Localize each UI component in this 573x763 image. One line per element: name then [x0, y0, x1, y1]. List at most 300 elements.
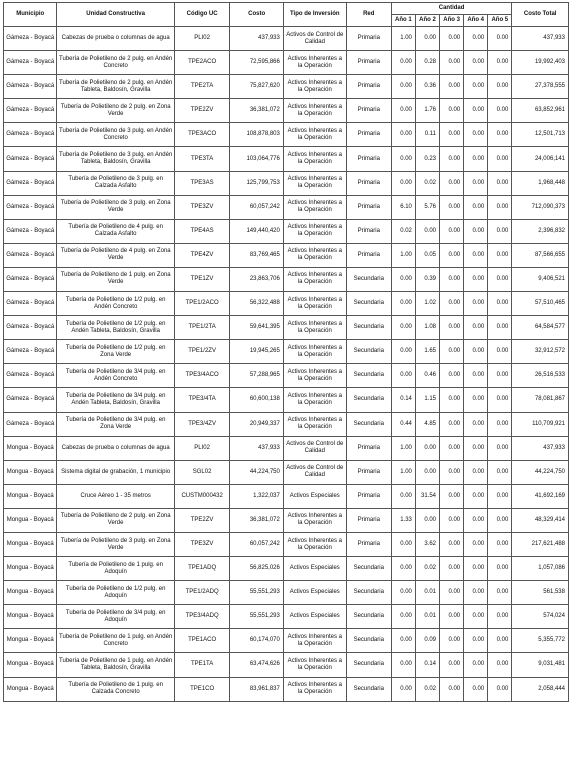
- table-row: [4, 508, 569, 532]
- cell-costo: 75,827,620: [230, 75, 283, 99]
- cell-costo: 437,933: [230, 27, 283, 51]
- cell-unidad: Tubería de Polietileno de 3 pulg. en Zona Verde: [57, 195, 174, 219]
- cell-year-4: 0.00: [464, 364, 488, 388]
- cell-year-3: 0.00: [440, 267, 464, 291]
- cell-year-3: 0.00: [440, 195, 464, 219]
- header-year-4: Año 4: [464, 15, 488, 27]
- cell-unidad: Tubería de Polietileno de 3 pulg. en Zona Verde: [57, 532, 174, 556]
- cell-codigo: TPE3AS: [174, 171, 230, 195]
- cell-costo: 63,474,626: [230, 653, 283, 677]
- cell-unidad: Tubería de Polietileno de 3/4 pulg. en Andén Concreto: [57, 364, 174, 388]
- cell-costo: 56,825,026: [230, 557, 283, 581]
- table-row: [4, 75, 569, 99]
- cell-year-2: 0.00: [415, 460, 439, 484]
- cell-year-5: 0.00: [488, 364, 512, 388]
- cell-year-5: 0.00: [488, 316, 512, 340]
- cell-costo-total: 78,081,867: [512, 388, 569, 412]
- cell-red: Primaria: [346, 171, 391, 195]
- cell-year-5: 0.00: [488, 27, 512, 51]
- cell-unidad: Tubería de Polietileno de 1/2 pulg. en Andén Tableta, Baldosín, Gravilla: [57, 316, 174, 340]
- cell-year-2: 0.11: [415, 123, 439, 147]
- cell-costo: 60,600,138: [230, 388, 283, 412]
- cell-year-3: 0.00: [440, 147, 464, 171]
- table-row: [4, 388, 569, 412]
- cell-costo-total: 437,933: [512, 436, 569, 460]
- cell-year-5: 0.00: [488, 629, 512, 653]
- cell-year-3: 0.00: [440, 364, 464, 388]
- cell-year-2: 31.54: [415, 484, 439, 508]
- cell-tipo: Activos Inherentes a la Operación: [283, 171, 346, 195]
- cell-costo: 72,595,866: [230, 51, 283, 75]
- cell-year-4: 0.00: [464, 508, 488, 532]
- cell-year-2: 0.14: [415, 653, 439, 677]
- cell-red: Secundaria: [346, 292, 391, 316]
- cell-codigo: TPE1CO: [174, 677, 230, 701]
- cell-year-5: 0.00: [488, 340, 512, 364]
- cell-municipio: Gámeza - Boyacá: [4, 316, 57, 340]
- cell-year-3: 0.00: [440, 508, 464, 532]
- cell-year-4: 0.00: [464, 629, 488, 653]
- cell-codigo: TPE1/2ACO: [174, 292, 230, 316]
- cell-year-3: 0.00: [440, 51, 464, 75]
- table-row: [4, 532, 569, 556]
- cell-costo: 149,440,420: [230, 219, 283, 243]
- cell-municipio: Gámeza - Boyacá: [4, 99, 57, 123]
- table-row: [4, 27, 569, 51]
- table-row: [4, 219, 569, 243]
- cell-municipio: Mongua - Boyacá: [4, 605, 57, 629]
- cell-costo-total: 32,912,572: [512, 340, 569, 364]
- cell-costo-total: 574,024: [512, 605, 569, 629]
- cell-costo: 59,641,395: [230, 316, 283, 340]
- cell-municipio: Gámeza - Boyacá: [4, 147, 57, 171]
- cell-year-1: 1.00: [391, 27, 415, 51]
- cell-year-3: 0.00: [440, 436, 464, 460]
- cell-year-4: 0.00: [464, 75, 488, 99]
- table-row: [4, 653, 569, 677]
- cell-red: Primaria: [346, 508, 391, 532]
- cell-year-5: 0.00: [488, 532, 512, 556]
- cell-unidad: Sistema digital de grabación, 1 municipio: [57, 460, 174, 484]
- cell-year-4: 0.00: [464, 51, 488, 75]
- cell-year-1: 6.10: [391, 195, 415, 219]
- cell-red: Primaria: [346, 123, 391, 147]
- cell-year-4: 0.00: [464, 171, 488, 195]
- cell-costo: 108,878,803: [230, 123, 283, 147]
- cell-municipio: Gámeza - Boyacá: [4, 340, 57, 364]
- cell-year-5: 0.00: [488, 581, 512, 605]
- cell-red: Secundaria: [346, 388, 391, 412]
- cell-costo-total: 44,224,750: [512, 460, 569, 484]
- table-row: [4, 629, 569, 653]
- cell-tipo: Activos Inherentes a la Operación: [283, 292, 346, 316]
- cell-year-5: 0.00: [488, 171, 512, 195]
- cell-costo-total: 561,538: [512, 581, 569, 605]
- cell-year-3: 0.00: [440, 171, 464, 195]
- cell-costo-total: 2,396,832: [512, 219, 569, 243]
- cell-year-2: 0.01: [415, 581, 439, 605]
- cell-unidad: Tubería de Polietileno de 1 pulg. en Andén Concreto: [57, 629, 174, 653]
- cell-year-5: 0.00: [488, 123, 512, 147]
- table-row: [4, 147, 569, 171]
- cell-red: Primaria: [346, 27, 391, 51]
- cell-red: Primaria: [346, 51, 391, 75]
- header-cantidad: Cantidad: [391, 3, 512, 15]
- cell-year-1: 0.14: [391, 388, 415, 412]
- cell-tipo: Activos Especiales: [283, 581, 346, 605]
- cell-municipio: Gámeza - Boyacá: [4, 195, 57, 219]
- cell-year-3: 0.00: [440, 484, 464, 508]
- cell-costo: 36,381,072: [230, 508, 283, 532]
- cell-year-5: 0.00: [488, 292, 512, 316]
- cell-unidad: Tubería de Polietileno de 2 pulg. en Andén Concreto: [57, 51, 174, 75]
- cell-costo: 60,057,242: [230, 195, 283, 219]
- cell-year-2: 0.05: [415, 243, 439, 267]
- cell-year-4: 0.00: [464, 388, 488, 412]
- cell-year-2: 0.00: [415, 436, 439, 460]
- cell-red: Secundaria: [346, 340, 391, 364]
- cell-municipio: Mongua - Boyacá: [4, 484, 57, 508]
- cell-year-5: 0.00: [488, 219, 512, 243]
- cell-municipio: Gámeza - Boyacá: [4, 267, 57, 291]
- cell-year-1: 0.00: [391, 605, 415, 629]
- cell-year-1: 0.00: [391, 557, 415, 581]
- cell-year-2: 3.62: [415, 532, 439, 556]
- table-header: [4, 3, 569, 27]
- cell-codigo: TPE3ACO: [174, 123, 230, 147]
- cell-municipio: Gámeza - Boyacá: [4, 364, 57, 388]
- cell-codigo: TPE3/4ACO: [174, 364, 230, 388]
- cell-costo-total: 12,501,713: [512, 123, 569, 147]
- cell-year-4: 0.00: [464, 99, 488, 123]
- cell-year-2: 1.76: [415, 99, 439, 123]
- cell-red: Primaria: [346, 532, 391, 556]
- cell-year-1: 0.00: [391, 364, 415, 388]
- table-row: [4, 51, 569, 75]
- cell-year-1: 0.44: [391, 412, 415, 436]
- cell-year-1: 0.00: [391, 484, 415, 508]
- cell-red: Secundaria: [346, 316, 391, 340]
- cell-year-4: 0.00: [464, 484, 488, 508]
- cell-year-1: 0.00: [391, 75, 415, 99]
- cell-year-5: 0.00: [488, 436, 512, 460]
- cell-year-5: 0.00: [488, 195, 512, 219]
- cell-year-3: 0.00: [440, 557, 464, 581]
- cell-codigo: TPE1/2TA: [174, 316, 230, 340]
- cell-municipio: Gámeza - Boyacá: [4, 51, 57, 75]
- cell-costo: 1,322,037: [230, 484, 283, 508]
- cell-year-2: 5.76: [415, 195, 439, 219]
- cell-year-1: 0.00: [391, 581, 415, 605]
- cell-costo: 103,064,776: [230, 147, 283, 171]
- cell-year-2: 0.02: [415, 557, 439, 581]
- cell-year-2: 0.01: [415, 605, 439, 629]
- cell-year-2: 4.85: [415, 412, 439, 436]
- cell-year-5: 0.00: [488, 147, 512, 171]
- cell-year-4: 0.00: [464, 412, 488, 436]
- header-unidad: Unidad Constructiva: [57, 3, 174, 27]
- cell-year-2: 1.15: [415, 388, 439, 412]
- table-row: [4, 460, 569, 484]
- cell-red: Secundaria: [346, 653, 391, 677]
- cell-year-1: 0.02: [391, 219, 415, 243]
- cell-tipo: Activos Inherentes a la Operación: [283, 219, 346, 243]
- cell-year-5: 0.00: [488, 508, 512, 532]
- cell-codigo: TPE2ACO: [174, 51, 230, 75]
- cell-red: Primaria: [346, 99, 391, 123]
- table-row: [4, 123, 569, 147]
- cell-municipio: Gámeza - Boyacá: [4, 412, 57, 436]
- cell-year-3: 0.00: [440, 27, 464, 51]
- cell-tipo: Activos Inherentes a la Operación: [283, 388, 346, 412]
- cell-year-5: 0.00: [488, 267, 512, 291]
- cell-year-4: 0.00: [464, 436, 488, 460]
- cell-year-1: 0.00: [391, 532, 415, 556]
- cell-red: Primaria: [346, 75, 391, 99]
- cell-codigo: TPE1ACO: [174, 629, 230, 653]
- cell-tipo: Activos Inherentes a la Operación: [283, 195, 346, 219]
- header-costo-total: Costo Total: [512, 3, 569, 27]
- cell-red: Secundaria: [346, 677, 391, 701]
- cell-year-5: 0.00: [488, 677, 512, 701]
- cell-costo: 23,863,706: [230, 267, 283, 291]
- cell-red: Primaria: [346, 243, 391, 267]
- cell-costo-total: 26,516,533: [512, 364, 569, 388]
- cell-red: Primaria: [346, 460, 391, 484]
- cell-year-3: 0.00: [440, 677, 464, 701]
- cell-costo: 19,945,265: [230, 340, 283, 364]
- cell-costo: 125,799,753: [230, 171, 283, 195]
- cell-red: Secundaria: [346, 267, 391, 291]
- cell-year-3: 0.00: [440, 292, 464, 316]
- header-codigo: Código UC: [174, 3, 230, 27]
- table-row: [4, 557, 569, 581]
- cell-costo-total: 41,692,169: [512, 484, 569, 508]
- cell-year-3: 0.00: [440, 605, 464, 629]
- cell-codigo: TPE3/4ADQ: [174, 605, 230, 629]
- header-red: Red: [346, 3, 391, 27]
- cell-year-1: 0.00: [391, 267, 415, 291]
- cell-tipo: Activos Especiales: [283, 484, 346, 508]
- cell-municipio: Mongua - Boyacá: [4, 581, 57, 605]
- cell-municipio: Mongua - Boyacá: [4, 557, 57, 581]
- cell-year-3: 0.00: [440, 412, 464, 436]
- cell-codigo: TPE4AS: [174, 219, 230, 243]
- cell-year-4: 0.00: [464, 653, 488, 677]
- cell-costo: 60,057,242: [230, 532, 283, 556]
- cell-costo: 20,949,337: [230, 412, 283, 436]
- cell-year-1: 0.00: [391, 629, 415, 653]
- cell-codigo: TPE1TA: [174, 653, 230, 677]
- cell-year-2: 1.08: [415, 316, 439, 340]
- cell-year-5: 0.00: [488, 99, 512, 123]
- cell-costo-total: 1,057,086: [512, 557, 569, 581]
- cell-costo-total: 9,031,481: [512, 653, 569, 677]
- cell-codigo: TPE3/4TA: [174, 388, 230, 412]
- cell-municipio: Gámeza - Boyacá: [4, 123, 57, 147]
- cell-year-2: 1.65: [415, 340, 439, 364]
- cell-costo-total: 87,566,655: [512, 243, 569, 267]
- header-tipo: Tipo de Inversión: [283, 3, 346, 27]
- cell-year-4: 0.00: [464, 316, 488, 340]
- cell-tipo: Activos Inherentes a la Operación: [283, 243, 346, 267]
- cell-costo-total: 110,709,921: [512, 412, 569, 436]
- cell-year-2: 1.02: [415, 292, 439, 316]
- cell-year-3: 0.00: [440, 75, 464, 99]
- cell-costo-total: 63,852,961: [512, 99, 569, 123]
- cell-year-3: 0.00: [440, 219, 464, 243]
- cell-year-4: 0.00: [464, 219, 488, 243]
- cell-year-5: 0.00: [488, 605, 512, 629]
- cell-tipo: Activos Inherentes a la Operación: [283, 364, 346, 388]
- cell-costo: 55,551,293: [230, 605, 283, 629]
- table-body: [4, 27, 569, 702]
- cell-year-5: 0.00: [488, 243, 512, 267]
- table-row: [4, 677, 569, 701]
- cell-unidad: Tubería de Polietileno de 3 pulg. en Andén Concreto: [57, 123, 174, 147]
- cell-municipio: Mongua - Boyacá: [4, 629, 57, 653]
- cell-costo: 83,769,465: [230, 243, 283, 267]
- cell-year-2: 0.39: [415, 267, 439, 291]
- cell-tipo: Activos Inherentes a la Operación: [283, 99, 346, 123]
- cell-year-4: 0.00: [464, 557, 488, 581]
- cell-costo-total: 27,378,555: [512, 75, 569, 99]
- cell-year-4: 0.00: [464, 243, 488, 267]
- cell-year-4: 0.00: [464, 195, 488, 219]
- cell-year-2: 0.36: [415, 75, 439, 99]
- cell-year-1: 0.00: [391, 316, 415, 340]
- cell-year-1: 0.00: [391, 147, 415, 171]
- cell-tipo: Activos Inherentes a la Operación: [283, 629, 346, 653]
- cell-year-3: 0.00: [440, 316, 464, 340]
- cell-costo-total: 24,006,141: [512, 147, 569, 171]
- header-municipio: Municipio: [4, 3, 57, 27]
- cell-red: Secundaria: [346, 557, 391, 581]
- cell-year-2: 0.28: [415, 51, 439, 75]
- cell-unidad: Cabezas de prueba o columnas de agua: [57, 436, 174, 460]
- cell-year-4: 0.00: [464, 532, 488, 556]
- cell-year-1: 0.00: [391, 123, 415, 147]
- cell-municipio: Gámeza - Boyacá: [4, 292, 57, 316]
- cell-costo: 60,174,070: [230, 629, 283, 653]
- table-row: [4, 171, 569, 195]
- cell-tipo: Activos Inherentes a la Operación: [283, 123, 346, 147]
- cell-codigo: PLI02: [174, 436, 230, 460]
- cell-costo-total: 5,355,772: [512, 629, 569, 653]
- cell-red: Primaria: [346, 436, 391, 460]
- cell-year-2: 0.02: [415, 171, 439, 195]
- cell-tipo: Activos Especiales: [283, 605, 346, 629]
- cell-costo-total: 64,584,577: [512, 316, 569, 340]
- cell-municipio: Mongua - Boyacá: [4, 460, 57, 484]
- cell-municipio: Mongua - Boyacá: [4, 677, 57, 701]
- cell-year-2: 0.02: [415, 677, 439, 701]
- table-row: [4, 605, 569, 629]
- cell-tipo: Activos Inherentes a la Operación: [283, 316, 346, 340]
- cell-unidad: Tubería de Polietileno de 3/4 pulg. en Andén Tableta, Baldosín, Gravilla: [57, 388, 174, 412]
- cell-year-3: 0.00: [440, 581, 464, 605]
- cell-year-4: 0.00: [464, 677, 488, 701]
- cell-tipo: Activos Inherentes a la Operación: [283, 532, 346, 556]
- cell-tipo: Activos Inherentes a la Operación: [283, 267, 346, 291]
- cell-codigo: TPE3TA: [174, 147, 230, 171]
- cell-year-1: 0.00: [391, 171, 415, 195]
- cell-costo: 56,322,488: [230, 292, 283, 316]
- cell-year-1: 1.00: [391, 436, 415, 460]
- cell-year-4: 0.00: [464, 605, 488, 629]
- cell-unidad: Tubería de Polietileno de 3 pulg. en Andén Tableta, Baldosín, Gravilla: [57, 147, 174, 171]
- cell-costo: 44,224,750: [230, 460, 283, 484]
- cell-year-3: 0.00: [440, 243, 464, 267]
- cell-year-2: 0.09: [415, 629, 439, 653]
- cell-year-4: 0.00: [464, 340, 488, 364]
- cell-municipio: Gámeza - Boyacá: [4, 27, 57, 51]
- cell-codigo: TPE1ADQ: [174, 557, 230, 581]
- cell-tipo: Activos Inherentes a la Operación: [283, 340, 346, 364]
- cell-tipo: Activos Inherentes a la Operación: [283, 677, 346, 701]
- table-row: [4, 316, 569, 340]
- cell-year-1: 1.00: [391, 460, 415, 484]
- cell-red: Secundaria: [346, 412, 391, 436]
- cell-costo-total: 1,968,448: [512, 171, 569, 195]
- cell-year-2: 0.00: [415, 508, 439, 532]
- cell-costo-total: 217,621,488: [512, 532, 569, 556]
- cell-year-3: 0.00: [440, 460, 464, 484]
- cell-codigo: TPE3ZV: [174, 195, 230, 219]
- cell-year-2: 0.46: [415, 364, 439, 388]
- cell-year-1: 1.00: [391, 243, 415, 267]
- header-year-2: Año 2: [415, 15, 439, 27]
- cell-codigo: TPE3ZV: [174, 532, 230, 556]
- cell-year-3: 0.00: [440, 123, 464, 147]
- cell-unidad: Tubería de Polietileno de 1/2 pulg. en Andén Concreto: [57, 292, 174, 316]
- cell-costo: 36,381,072: [230, 99, 283, 123]
- cell-municipio: Mongua - Boyacá: [4, 532, 57, 556]
- cell-unidad: Tubería de Polietileno de 4 pulg. en Calzada Asfalto: [57, 219, 174, 243]
- cell-unidad: Tubería de Polietileno de 1 pulg. en Andén Tableta, Baldosín, Gravilla: [57, 653, 174, 677]
- cell-costo-total: 48,329,414: [512, 508, 569, 532]
- cell-codigo: TPE4ZV: [174, 243, 230, 267]
- header-year-3: Año 3: [440, 15, 464, 27]
- cell-municipio: Mongua - Boyacá: [4, 508, 57, 532]
- table-row: [4, 267, 569, 291]
- cell-red: Secundaria: [346, 605, 391, 629]
- cell-red: Primaria: [346, 484, 391, 508]
- cell-year-4: 0.00: [464, 147, 488, 171]
- cell-red: Primaria: [346, 147, 391, 171]
- cell-year-5: 0.00: [488, 460, 512, 484]
- cell-year-1: 0.00: [391, 677, 415, 701]
- cell-municipio: Gámeza - Boyacá: [4, 75, 57, 99]
- cell-costo-total: 437,933: [512, 27, 569, 51]
- cell-municipio: Gámeza - Boyacá: [4, 243, 57, 267]
- cell-tipo: Activos Inherentes a la Operación: [283, 508, 346, 532]
- cell-municipio: Mongua - Boyacá: [4, 653, 57, 677]
- cell-year-2: 0.23: [415, 147, 439, 171]
- cell-year-4: 0.00: [464, 460, 488, 484]
- cell-tipo: Activos Inherentes a la Operación: [283, 147, 346, 171]
- table-row: [4, 99, 569, 123]
- cell-costo-total: 57,510,465: [512, 292, 569, 316]
- investment-table: [3, 2, 569, 702]
- cell-tipo: Activos Inherentes a la Operación: [283, 75, 346, 99]
- cell-year-5: 0.00: [488, 388, 512, 412]
- cell-unidad: Tubería de Polietileno de 3/4 pulg. en Adoquín: [57, 605, 174, 629]
- header-year-5: Año 5: [488, 15, 512, 27]
- table-row: [4, 243, 569, 267]
- cell-codigo: CUSTM000432: [174, 484, 230, 508]
- header-costo: Costo: [230, 3, 283, 27]
